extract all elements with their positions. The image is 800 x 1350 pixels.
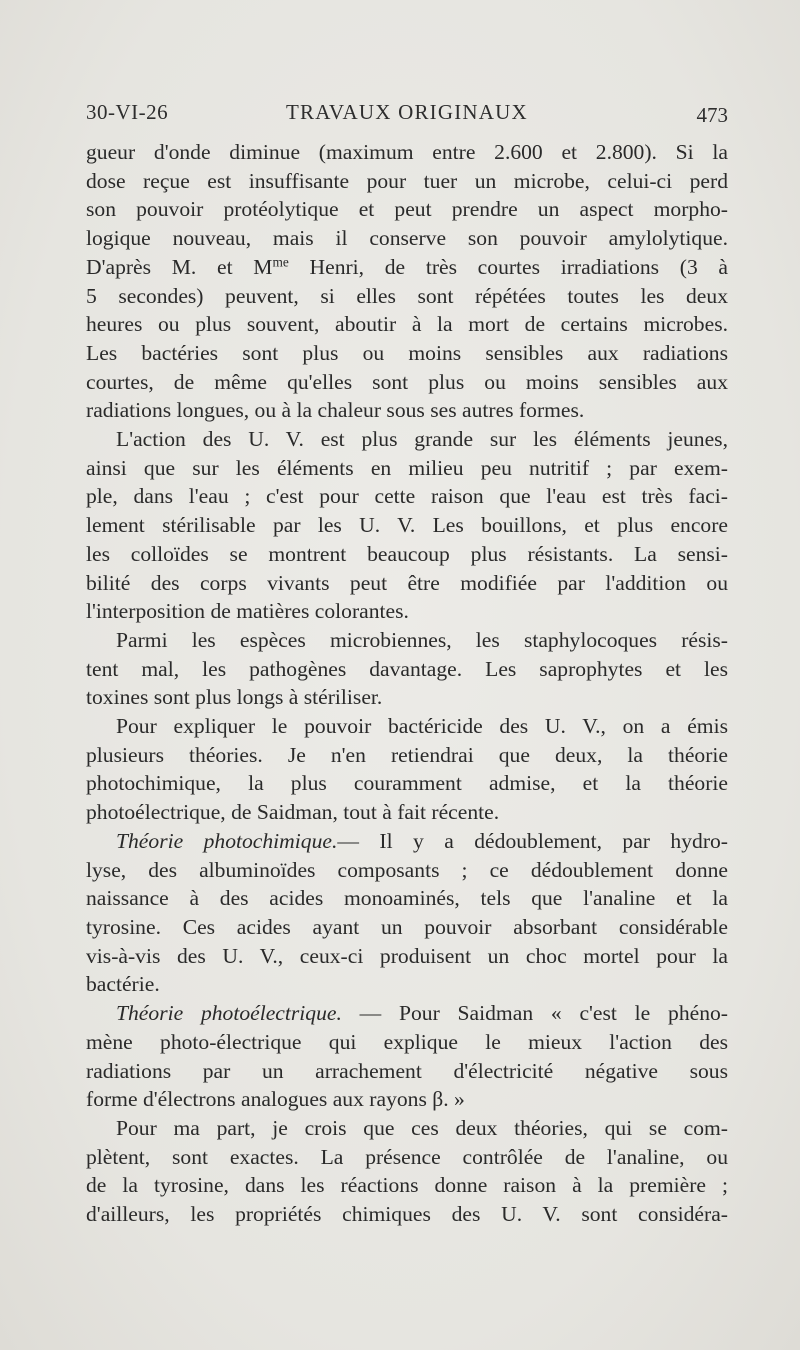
text-line: bactérie. bbox=[86, 972, 160, 997]
text-line: logique nouveau, mais il conserve son pouvoir amylolytique. bbox=[86, 226, 728, 251]
text-fragment: — Il y a dédoublement, par hydro- bbox=[337, 828, 728, 853]
text-line: d'ailleurs, les propriétés chimiques des U. V. sont considéra- bbox=[86, 1202, 728, 1227]
text-fragment: Henri, de très courtes irradiations (3 à bbox=[288, 254, 729, 279]
text-line: Pour expliquer le pouvoir bactéricide des U. V., on a émis bbox=[116, 714, 728, 739]
text-line: Pour ma part, je crois que ces deux théories, qui se com- bbox=[116, 1115, 728, 1140]
text-line bbox=[86, 253, 728, 282]
text-line bbox=[86, 999, 728, 1028]
text-line: lement stérilisable par les U. V. Les bouillons, et plus encore bbox=[86, 513, 728, 538]
text-line: 5 secondes) peuvent, si elles sont répétées toutes les deux bbox=[86, 283, 728, 308]
header-section-title: TRAVAUX ORIGINAUX bbox=[286, 100, 528, 124]
section-heading-photoelectric: Théorie photoélectrique. bbox=[116, 1001, 342, 1026]
text-line: vis-à-vis des U. V., ceux-ci produisent un choc mortel pour la bbox=[86, 943, 728, 968]
header-date: 30-VI-26 bbox=[86, 100, 169, 124]
text-line: les colloïdes se montrent beaucoup plus résistants. La sensi- bbox=[86, 541, 728, 566]
text-line: courtes, de même qu'elles sont plus ou moins sensibles aux bbox=[86, 369, 728, 394]
text-line: naissance à des acides monoaminés, tels que l'analine et la bbox=[86, 886, 728, 911]
text-line: photochimique, la plus couramment admise, et la théorie bbox=[86, 771, 728, 796]
text-line: de la tyrosine, dans les réactions donne raison à la première ; bbox=[86, 1173, 728, 1198]
text-line: radiations longues, ou à la chaleur sous ses autres formes. bbox=[86, 398, 585, 423]
text-line: Les bactéries sont plus ou moins sensibles aux radiations bbox=[86, 340, 728, 365]
text-line: heures ou plus souvent, aboutir à la mort de certains microbes. bbox=[86, 312, 728, 337]
text-line: radiations par un arrachement d'électricité négative sous bbox=[86, 1058, 728, 1083]
section-heading-photochemical: Théorie photochimique. bbox=[116, 828, 338, 853]
text-line: L'action des U. V. est plus grande sur les éléments jeunes, bbox=[116, 427, 728, 452]
body-text bbox=[86, 138, 728, 1229]
text-line: plètent, sont exactes. La présence contrôlée de l'analine, ou bbox=[86, 1144, 728, 1169]
running-header bbox=[86, 100, 728, 130]
text-fragment: — Pour Saidman « c'est le phéno- bbox=[341, 1001, 728, 1026]
text-line: son pouvoir protéolytique et peut prendre un aspect morpho- bbox=[86, 197, 728, 222]
text-line: ple, dans l'eau ; c'est pour cette raison que l'eau est très faci- bbox=[86, 484, 728, 509]
superscript: me bbox=[272, 254, 289, 270]
text-line: l'interposition de matières colorantes. bbox=[86, 599, 409, 624]
text-line: ainsi que sur les éléments en milieu peu nutritif ; par exem- bbox=[86, 455, 728, 480]
text-line: plusieurs théories. Je n'en retiendrai que deux, la théorie bbox=[86, 742, 728, 767]
text-line: Parmi les espèces microbiennes, les staphylocoques résis- bbox=[116, 627, 728, 652]
text-line: toxines sont plus longs à stériliser. bbox=[86, 685, 383, 710]
text-fragment: D'après M. et M bbox=[86, 254, 273, 279]
text-line: tent mal, les pathogènes davantage. Les saprophytes et les bbox=[86, 656, 728, 681]
text-line: gueur d'onde diminue (maximum entre 2.600 et 2.800). Si la bbox=[86, 140, 728, 164]
text-line: dose reçue est insuffisante pour tuer un microbe, celui-ci perd bbox=[86, 168, 728, 193]
text-line: lyse, des albuminoïdes composants ; ce dédoublement donne bbox=[86, 857, 728, 882]
text-line: tyrosine. Ces acides ayant un pouvoir absorbant considérable bbox=[86, 914, 728, 939]
text-line: bilité des corps vivants peut être modifiée par l'addition ou bbox=[86, 570, 728, 595]
text-line: mène photo-électrique qui explique le mieux l'action des bbox=[86, 1029, 728, 1054]
text-line: photoélectrique, de Saidman, tout à fait récente. bbox=[86, 800, 500, 825]
text-line: forme d'électrons analogues aux rayons β. » bbox=[86, 1087, 465, 1112]
text-line bbox=[86, 827, 728, 856]
page-number: 473 bbox=[696, 103, 728, 127]
